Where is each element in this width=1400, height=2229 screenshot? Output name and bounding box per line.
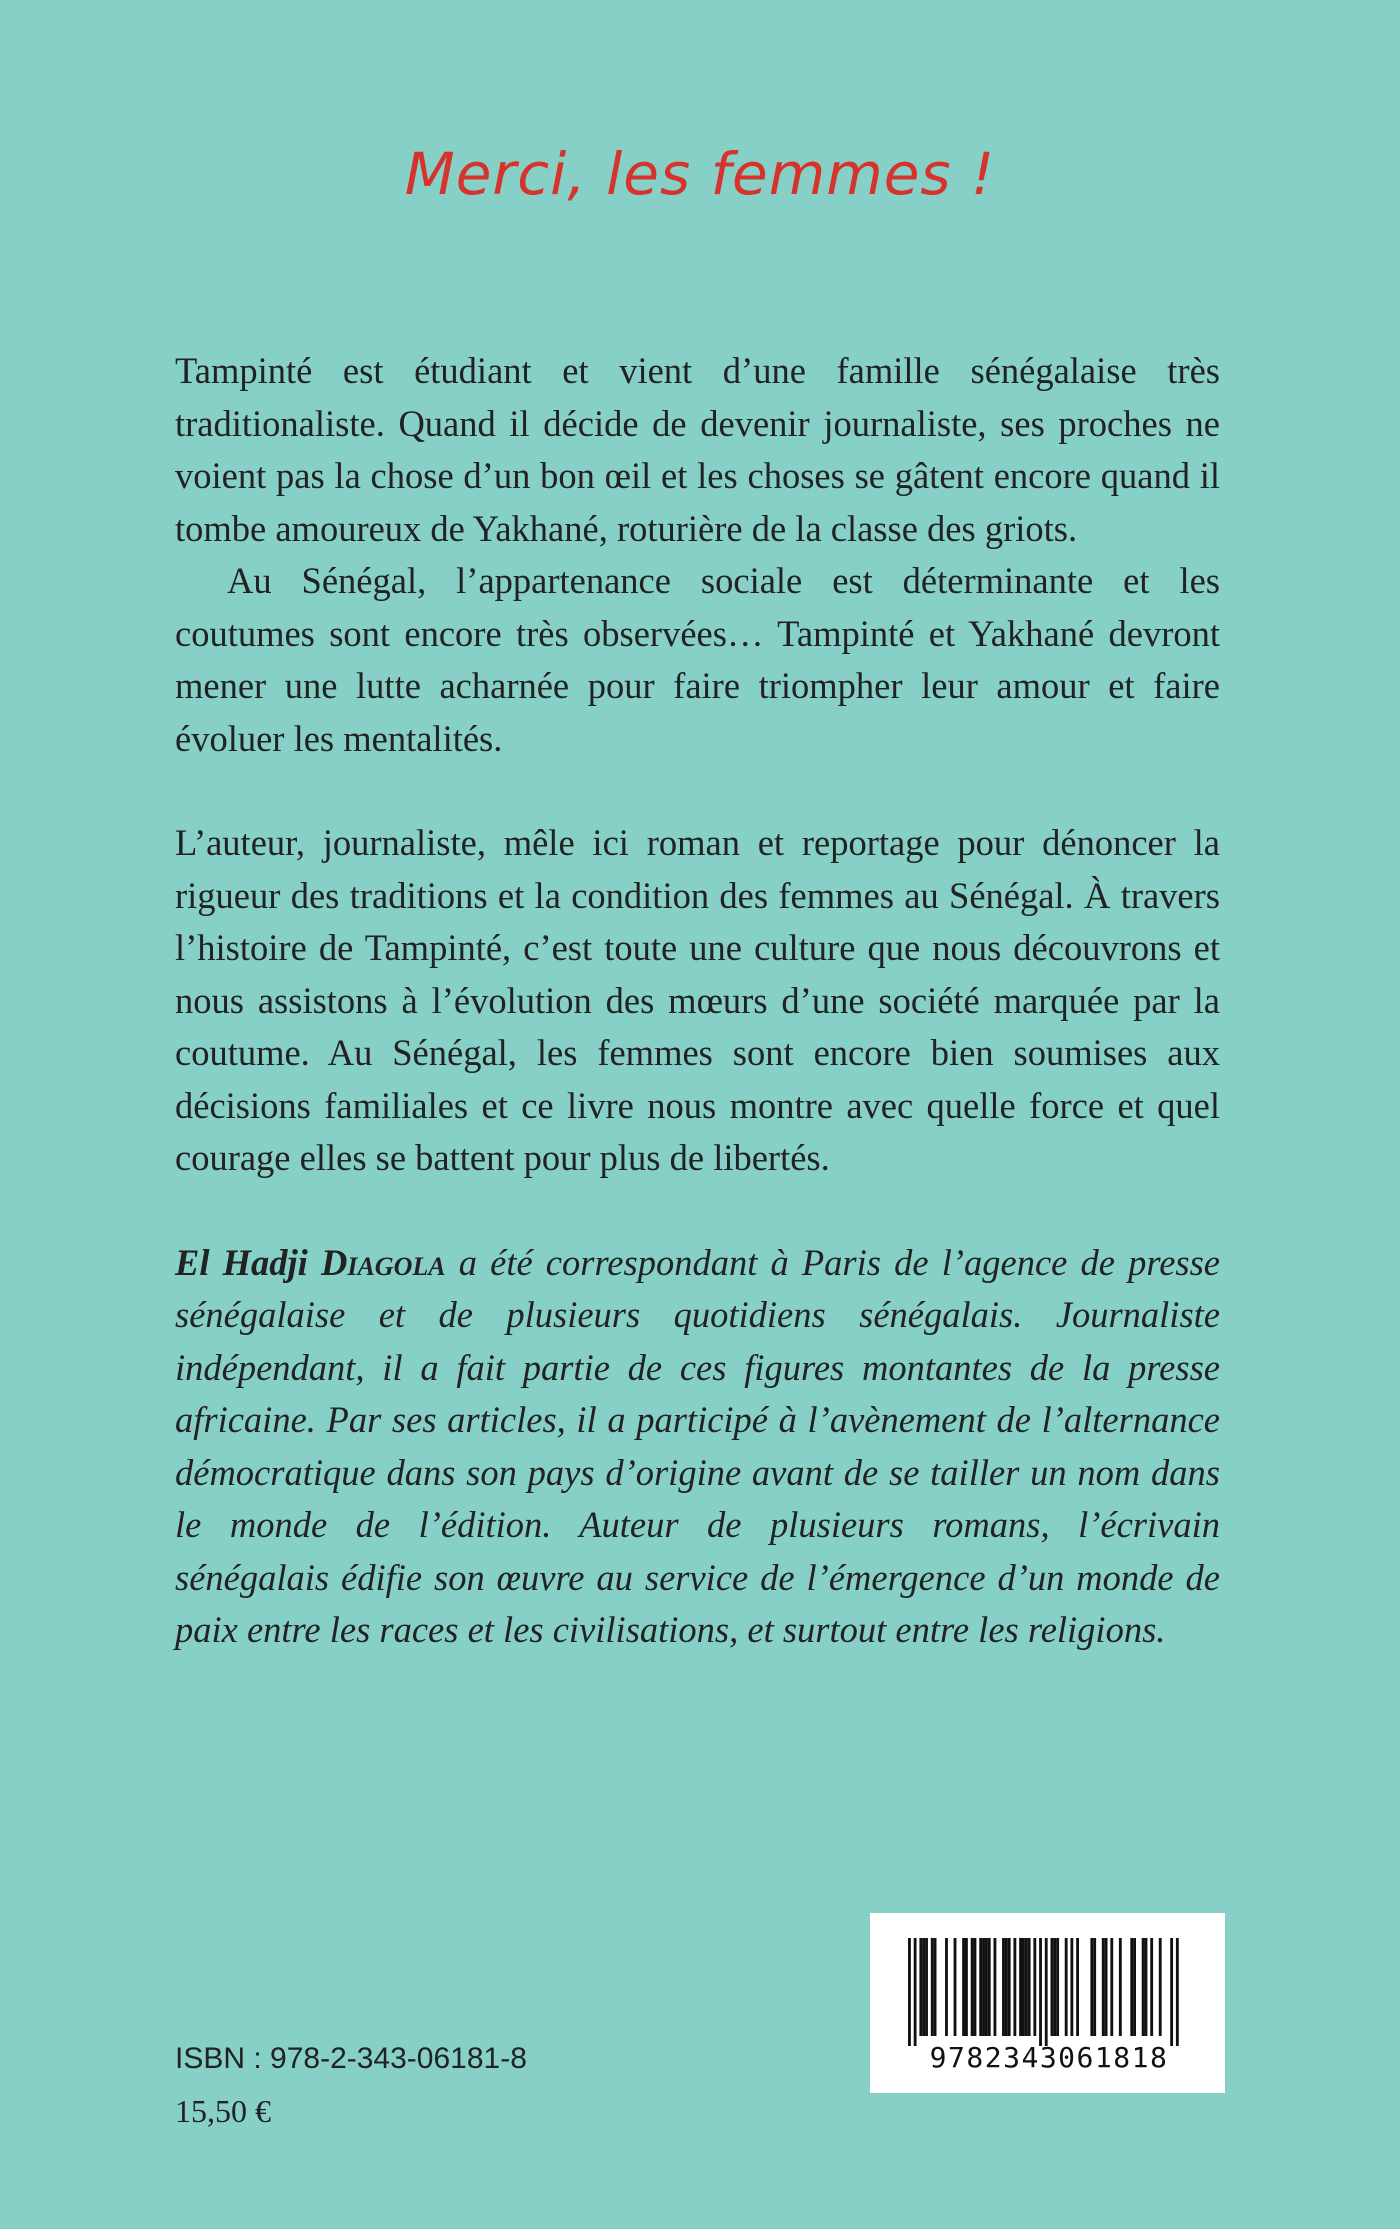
barcode-bar bbox=[1013, 1938, 1016, 2036]
barcode-bar bbox=[1110, 1938, 1113, 2036]
barcode-bar bbox=[914, 1938, 917, 2046]
barcode-bar bbox=[1105, 1938, 1108, 2036]
barcode bbox=[870, 1913, 1225, 2093]
barcode-bar bbox=[934, 1938, 937, 2036]
price: 15,50 € bbox=[175, 2093, 271, 2129]
barcode-bar bbox=[1130, 1938, 1133, 2036]
barcode-bar bbox=[1008, 1938, 1011, 2036]
barcode-bar bbox=[1025, 1938, 1028, 2036]
barcode-bar bbox=[1119, 1938, 1122, 2036]
barcode-bar bbox=[962, 1938, 965, 2036]
barcode-bar bbox=[1005, 1938, 1008, 2036]
barcode-bar bbox=[1028, 1938, 1031, 2036]
barcode-bar bbox=[982, 1938, 985, 2036]
author-bio-text: a été correspondant à Paris de l’agence de presse sénégalaise et de plusieurs quotidiens sénégalais. Journaliste indépendant, il a fait partie de ces figures montantes de la presse africaine. Par ses articles, il a participé à l’avènement de l’alternance démocratique dans son pays d’origine avant de se tailler un nom dans le monde de l’édition. Auteur de plusieurs romans, l’écrivain sénégalais édifie son œuvre au service de l’émergence d’un monde de paix entre les races et les civilisations, et surtout entre les religions. bbox=[175, 1241, 1221, 1650]
barcode-bar bbox=[925, 1938, 928, 2036]
synopsis-paragraph-3: L’auteur, journaliste, mêle ici roman et reportage pour dénoncer la rigueur des traditions et la condition des femmes au Sénégal. À travers l’histoire de Tampinté, c’est toute une culture que nous découvrons et nous assistons à l’évolution des mœurs d’une société marquée par la coutume. Au Sénégal, les femmes sont encore bien soumises aux décisions familiales et ce livre nous montre avec quelle force et quel courage elles se battent pour plus de libertés. bbox=[175, 822, 1220, 1178]
barcode-bar bbox=[1145, 1938, 1148, 2036]
author-bio bbox=[175, 1237, 1220, 1657]
barcode-bar bbox=[922, 1938, 925, 2036]
barcode-bar bbox=[1176, 1938, 1179, 2046]
barcode-bar bbox=[1019, 1938, 1022, 2036]
barcode-bar bbox=[1051, 1938, 1054, 2036]
isbn: ISBN : 978-2-343-06181-8 bbox=[175, 2042, 527, 2075]
barcode-bar bbox=[1093, 1938, 1096, 2036]
barcode-bar bbox=[985, 1938, 988, 2036]
barcode-bar bbox=[965, 1938, 968, 2036]
author-last-name: Diagola bbox=[320, 1241, 446, 1283]
barcode-bar bbox=[1170, 1938, 1173, 2046]
book-title: Merci, les femmes ! bbox=[404, 140, 996, 208]
back-cover-text bbox=[175, 345, 1220, 1657]
barcode-bar bbox=[1150, 1938, 1153, 2036]
barcode-bar bbox=[988, 1938, 991, 2036]
barcode-bar bbox=[1159, 1938, 1162, 2036]
barcode-bar bbox=[919, 1938, 922, 2036]
barcode-bar bbox=[1102, 1938, 1105, 2036]
barcode-bar bbox=[1065, 1938, 1068, 2036]
barcode-bar bbox=[945, 1938, 948, 2036]
synopsis-paragraph-1: Tampinté est étudiant et vient d’une famille sénégalaise très traditionaliste. Quand il décide de devenir journaliste, ses proches ne voient pas la chose d’un bon œil et les choses se gâtent encore quand il tombe amoureux de Yakhané, roturière de la classe des griots. bbox=[175, 350, 1220, 549]
barcode-bar bbox=[1070, 1938, 1073, 2036]
synopsis-paragraph-2: Au Sénégal, l’appartenance sociale est déterminante et les coutumes sont encore très observées… Tampinté et Yakhané devront mener une lutte acharnée pour faire triompher leur amour et faire évoluer les mentalités. bbox=[175, 560, 1220, 759]
barcode-bar bbox=[908, 1938, 911, 2046]
barcode-bar bbox=[931, 1938, 934, 2036]
barcode-bar bbox=[994, 1938, 997, 2036]
barcode-bar bbox=[1045, 1938, 1048, 2046]
barcode-bar bbox=[971, 1938, 974, 2036]
barcode-bar bbox=[954, 1938, 957, 2036]
barcode-bar bbox=[1039, 1938, 1042, 2046]
barcode-bar bbox=[1033, 1938, 1036, 2036]
barcode-bar bbox=[1076, 1938, 1079, 2036]
author-first-name: El Hadji bbox=[175, 1241, 308, 1283]
barcode-bar bbox=[979, 1938, 982, 2036]
author-name bbox=[175, 1242, 446, 1283]
barcode-bar bbox=[1022, 1938, 1025, 2036]
barcode-bar bbox=[1056, 1938, 1059, 2036]
barcode-bar bbox=[1053, 1938, 1056, 2036]
barcode-bar bbox=[974, 1938, 977, 2036]
barcode-bar bbox=[1142, 1938, 1145, 2036]
barcode-bar bbox=[1133, 1938, 1136, 2036]
barcode-digits: 9782343061818 bbox=[929, 2041, 1169, 2074]
barcode-bar bbox=[1090, 1938, 1093, 2036]
barcode-bar bbox=[1002, 1938, 1005, 2036]
